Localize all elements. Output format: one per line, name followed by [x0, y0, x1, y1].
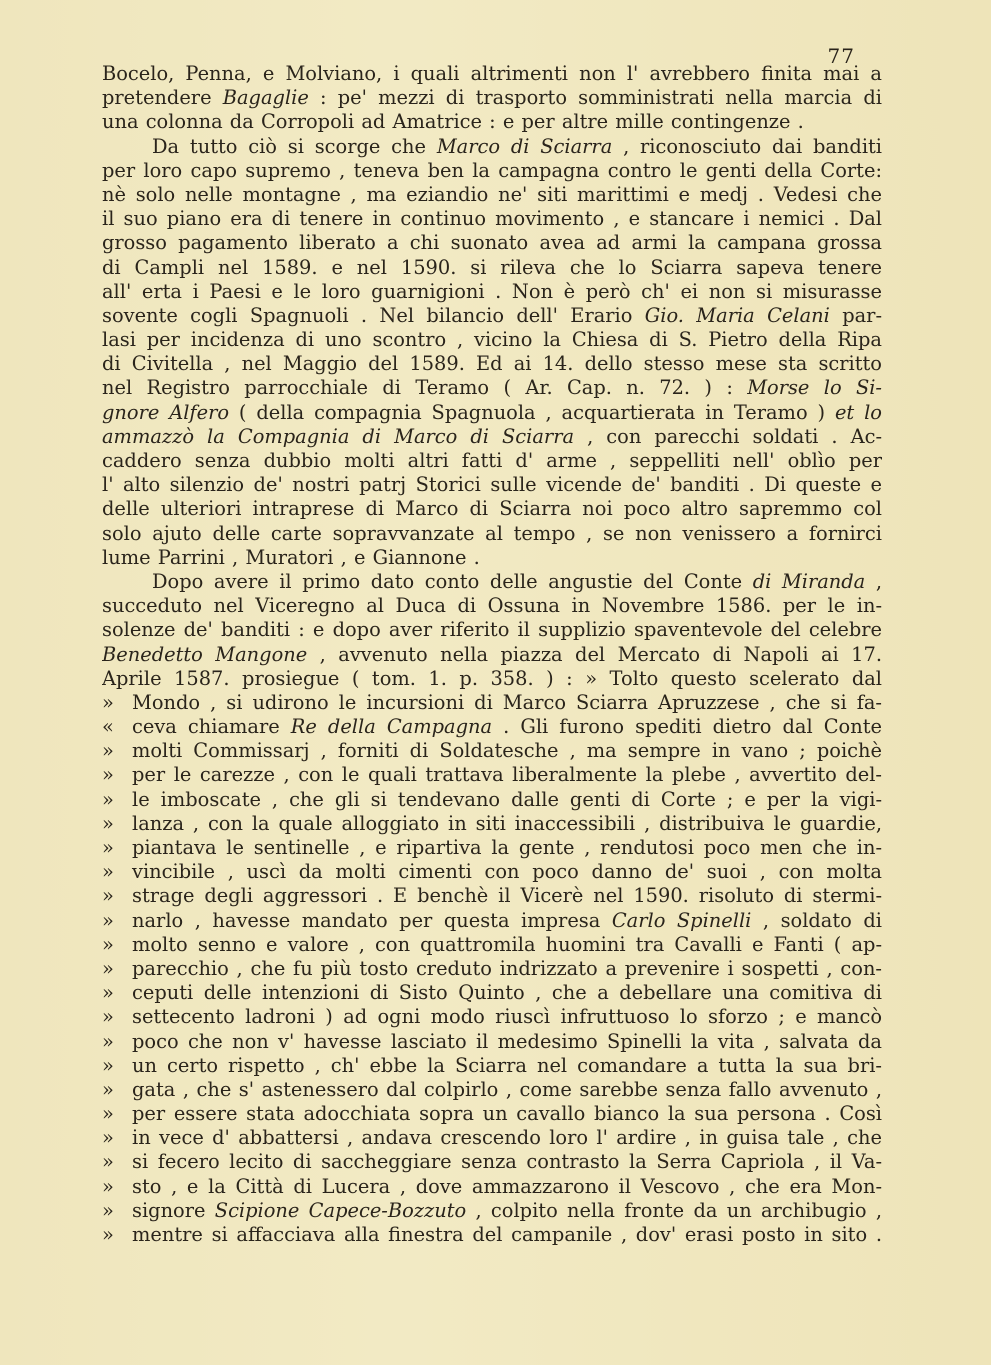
text-run: ceva chiamare [132, 715, 291, 739]
quote-mark: » [102, 1029, 114, 1053]
text-line [102, 159, 882, 183]
quoted-text [132, 788, 882, 812]
italic-phrase: gnore Alfero [102, 400, 230, 424]
text-line [102, 715, 882, 739]
text-line [102, 594, 882, 618]
text-line [102, 739, 882, 763]
text-run: l' alto silenzio de' nostri patrj Storici sulle vicende de' banditi . Di queste e [102, 473, 882, 497]
text-run: Aprile 1587. prosiegue ( tom. 1. p. 358. ) : » Tolto questo scelerato dal [102, 666, 882, 690]
text-run: caddero senza dubbio molti altri fatti d' arme , seppelliti nell' oblìo per [102, 449, 882, 472]
text-run: parecchio , che fu più tosto creduto indrizzato a prevenire i sospetti , con- [132, 956, 882, 980]
quoted-text [132, 933, 882, 957]
text-run: narlo , havesse mandato per questa impresa [132, 908, 612, 932]
quote-mark: » [102, 1223, 114, 1246]
quote-mark: » [102, 690, 114, 714]
text-run: mentre si affacciava alla finestra del campanile , dov' erasi posto in sito . [132, 1223, 882, 1246]
text-line [102, 86, 882, 110]
text-line [102, 376, 882, 400]
text-line [102, 1078, 882, 1102]
text-run: molto senno e valore , con quattromila huomini tra Cavalli e Fanti ( ap- [132, 932, 882, 956]
text-line [102, 110, 882, 134]
quoted-text [132, 1102, 882, 1126]
text-line [102, 836, 882, 860]
quote-mark: » [102, 1198, 114, 1222]
quoted-text [132, 1150, 882, 1174]
text-run: ( della compagnia Spagnuola , acquartierata in Teramo ) [229, 400, 835, 424]
quoted-text [132, 1005, 882, 1029]
quote-mark: » [102, 836, 114, 859]
text-run: solo ajuto delle carte sopravvanzate al tempo , se non venissero a fornirci [102, 521, 882, 545]
text-run: per loro capo supremo , teneva ben la campagna contro le genti della Corte: [102, 158, 882, 182]
text-line [102, 546, 882, 570]
text-run: succeduto nel Viceregno al Duca di Ossuna in Novembre 1586. per le in- [102, 594, 882, 618]
text-run: : pe' mezzi di trasporto somministrati nella marcia di [308, 86, 882, 110]
text-line [102, 231, 882, 255]
text-run: nel Registro parrocchiale di Teramo ( Ar. Cap. n. 72. ) : [102, 376, 748, 400]
text-run: una colonna da Corropoli ad Amatrice : e per altre mille contingenze . [102, 110, 804, 134]
quoted-text [132, 909, 882, 933]
quote-mark: » [102, 1126, 114, 1150]
text-run: di Campli nel 1589. e nel 1590. si rileva che lo Sciarra sapeva tenere [102, 255, 882, 279]
text-line [102, 691, 882, 715]
text-run: sovente cogli Spagnuoli . Nel bilancio dell' Erario [102, 303, 645, 327]
text-line [102, 1150, 882, 1174]
text-run: all' erta i Paesi e le loro guarnigioni . Non è però ch' ei non si misurasse [102, 279, 882, 303]
page-number: 77 [827, 44, 855, 68]
italic-phrase: ammazzò la Compagnia di Marco di Sciarra [102, 424, 575, 448]
italic-phrase: Gio. Maria Celani [644, 303, 830, 327]
text-line [102, 1223, 882, 1247]
quoted-text [132, 1030, 882, 1054]
text-line [102, 981, 882, 1005]
text-run: per le carezze , con le quali trattava liberalmente la plebe , avvertito del- [132, 763, 882, 787]
text-run: . Gli furono spediti dietro dal Conte [492, 715, 882, 739]
italic-phrase: et lo [834, 400, 882, 424]
quoted-text [132, 691, 882, 715]
quote-mark: » [102, 860, 114, 884]
text-line [102, 425, 882, 449]
text-run: , con parecchi soldati . Ac- [574, 424, 882, 448]
text-run: signore [132, 1198, 215, 1222]
quoted-text [132, 1223, 882, 1247]
text-run: gata , che s' astenessero dal colpirlo , come sarebbe senza fallo avvenuto , [132, 1077, 882, 1101]
text-line [102, 1054, 882, 1078]
text-run: di Civitella , nel Maggio del 1589. Ed ai 14. dello stesso mese sta scritto [102, 352, 882, 376]
quoted-text [132, 981, 882, 1005]
text-line [102, 135, 882, 159]
quote-mark: » [102, 763, 114, 787]
text-run: , [865, 569, 882, 593]
text-line [102, 1102, 882, 1126]
text-line [102, 304, 882, 328]
text-line [102, 1030, 882, 1054]
quote-mark: » [102, 739, 114, 763]
body-text [102, 62, 882, 1247]
text-run: lasi per incidenza di uno scontro , vicino la Chiesa di S. Pietro della Ripa [102, 328, 882, 352]
text-line [102, 1199, 882, 1223]
quote-mark: » [102, 1174, 114, 1198]
quote-mark: » [102, 1102, 114, 1126]
text-line [102, 884, 882, 908]
text-run: nè solo nelle montagne , ma eziandio ne' siti marittimi e medj . Vedesi che [102, 182, 882, 206]
text-run: delle ulteriori intraprese di Marco di Sciarra noi poco altro sapremmo col [102, 497, 882, 521]
quote-mark: » [102, 956, 114, 980]
italic-phrase: Marco di Sciarra [436, 134, 613, 158]
text-run: sto , e la Città di Lucera , dove ammazzarono il Vescovo , che era Mon- [132, 1174, 882, 1198]
text-line [102, 1126, 882, 1150]
quote-mark: » [102, 1005, 114, 1029]
text-run: , avvenuto nella piazza del Mercato di Napoli ai 17. [307, 642, 882, 666]
quoted-text [132, 957, 882, 981]
text-run: in vece d' abbattersi , andava crescendo loro l' ardire , in guisa tale , che [132, 1126, 882, 1150]
text-line [102, 812, 882, 836]
text-run: , riconosciuto dai banditi [612, 134, 882, 158]
text-run: Bocelo, Penna, e Molviano, i quali altrimenti non l' avrebbero finita mai a [102, 62, 882, 85]
text-line [102, 62, 882, 86]
text-line [102, 1005, 882, 1029]
text-line [102, 449, 882, 473]
text-run: Da tutto ciò si scorge che [152, 134, 437, 158]
text-line [102, 473, 882, 497]
italic-phrase: Benedetto Mangone [102, 642, 308, 666]
text-line [102, 256, 882, 280]
text-run: strage degli aggressori . E benchè il Vicerè nel 1590. risoluto di stermi- [132, 884, 882, 908]
text-run: le imboscate , che gli si tendevano dalle genti di Corte ; e per la vigi- [132, 787, 882, 811]
text-line [102, 933, 882, 957]
text-run: solenze de' banditi : e dopo aver riferito il supplizio spaventevole del celebre [102, 618, 882, 642]
text-run: lanza , con la quale alloggiato in siti inaccessibili , distribuiva le guardie, [132, 811, 882, 835]
quote-mark: » [102, 1150, 114, 1174]
text-line [102, 618, 882, 642]
text-run: si fecero lecito di saccheggiare senza contrasto la Serra Capriola , il Va- [132, 1150, 882, 1174]
quote-mark: » [102, 787, 114, 811]
text-line [102, 280, 882, 304]
text-line [102, 1175, 882, 1199]
text-run: pretendere [102, 86, 223, 110]
quote-mark: « [102, 715, 114, 739]
quoted-text [132, 763, 882, 787]
text-run: settecento ladroni ) ad ogni modo riuscì infruttuoso lo sforzo ; e mancò [132, 1005, 882, 1029]
text-line [102, 788, 882, 812]
text-line [102, 667, 882, 691]
text-line [102, 643, 882, 667]
text-line [102, 763, 882, 787]
quote-mark: » [102, 908, 114, 932]
quoted-text [132, 836, 882, 860]
quoted-text [132, 1126, 882, 1150]
text-line [102, 352, 882, 376]
quoted-text [132, 860, 882, 884]
text-run: vincibile , uscì da molti cimenti con poco danno de' suoi , con molta [132, 860, 882, 884]
text-run: per essere stata adocchiata sopra un cavallo bianco la sua persona . Così [132, 1102, 882, 1126]
text-run: par- [829, 303, 882, 327]
text-run: Dopo avere il primo dato conto delle angustie del Conte [152, 569, 753, 593]
text-run: un certo rispetto , ch' ebbe la Sciarra nel comandare a tutta la sua bri- [132, 1053, 882, 1077]
text-line [102, 401, 882, 425]
quote-mark: » [102, 811, 114, 835]
text-line [102, 497, 882, 521]
italic-phrase: Morse lo Si- [747, 376, 882, 400]
quoted-text [132, 1175, 882, 1199]
text-run: molti Commissarj , forniti di Soldatesche , ma sempre in vano ; poichè [132, 739, 882, 763]
quoted-text [132, 739, 882, 763]
italic-phrase: Re della Campagna [290, 715, 493, 739]
text-run: ceputi delle intenzioni di Sisto Quinto , che a debellare una comitiva di [132, 981, 882, 1005]
quoted-text [132, 1199, 882, 1223]
quoted-text [132, 715, 882, 739]
text-line [102, 328, 882, 352]
text-run: grosso pagamento liberato a chi suonato avea ad armi la campana grossa [102, 231, 882, 255]
text-line [102, 909, 882, 933]
text-line [102, 183, 882, 207]
text-run: piantava le sentinelle , e ripartiva la gente , rendutosi poco men che in- [132, 836, 882, 859]
italic-phrase: Carlo Spinelli [611, 908, 752, 932]
quote-mark: » [102, 884, 114, 908]
text-line [102, 570, 882, 594]
italic-phrase: Bagaglie [222, 86, 309, 110]
text-line [102, 207, 882, 231]
text-run: Mondo , si udirono le incursioni di Marco Sciarra Apruzzese , che si fa- [132, 690, 882, 714]
quoted-text [132, 884, 882, 908]
text-line [102, 957, 882, 981]
quoted-text [132, 812, 882, 836]
text-line [102, 522, 882, 546]
text-run: poco che non v' havesse lasciato il medesimo Spinelli la vita , salvata da [132, 1029, 882, 1053]
italic-phrase: Scipione Capece-Bozzuto [214, 1198, 467, 1222]
quote-mark: » [102, 932, 114, 956]
quoted-text [132, 1078, 882, 1102]
quote-mark: » [102, 1053, 114, 1077]
text-run: , soldato di [751, 908, 882, 932]
italic-phrase: di Miranda [752, 569, 866, 593]
text-run: , colpito nella fronte da un archibugio , [466, 1198, 882, 1222]
text-line [102, 860, 882, 884]
text-run: il suo piano era di tenere in continuo movimento , e stancare i nemici . Dal [102, 207, 882, 231]
quote-mark: » [102, 981, 114, 1005]
quote-mark: » [102, 1077, 114, 1101]
quoted-text [132, 1054, 882, 1078]
text-run: lume Parrini , Muratori , e Giannone . [102, 545, 480, 569]
